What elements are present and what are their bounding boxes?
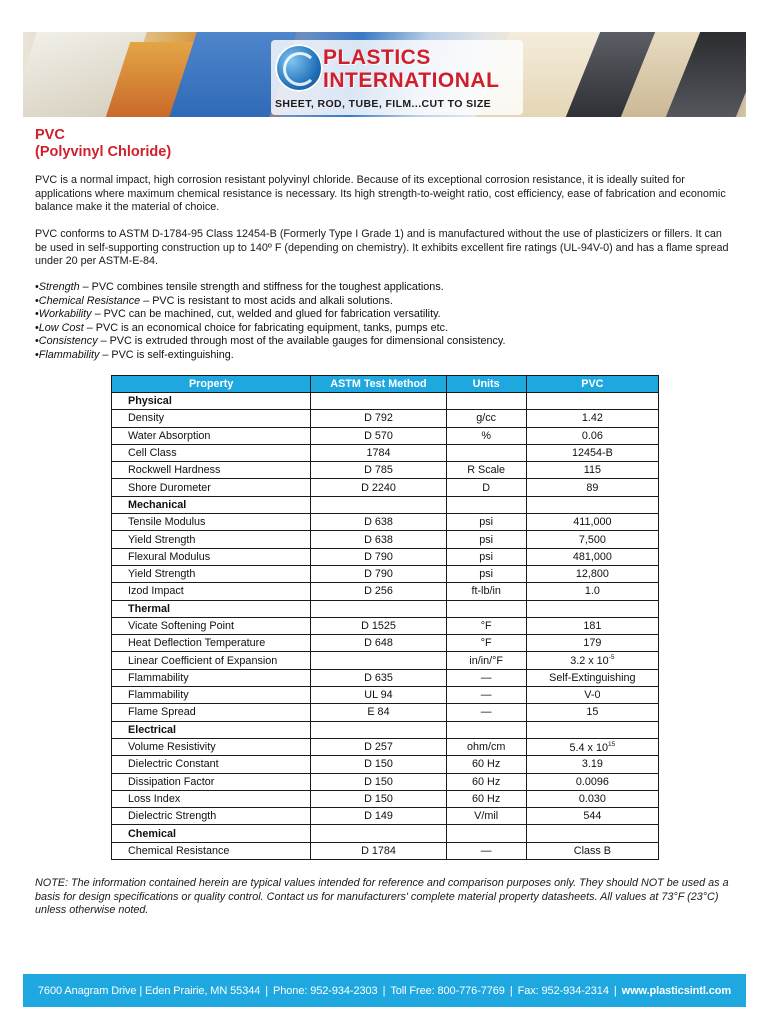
astm-method-cell: D 1525 [311, 617, 446, 634]
value-text: 0.030 [578, 792, 606, 805]
pvc-value-cell [526, 808, 658, 825]
pvc-value-cell [526, 704, 658, 721]
footer-bar [23, 974, 746, 1007]
feature-term: Chemical Resistance [38, 294, 141, 307]
value-text: 15 [586, 706, 599, 719]
property-cell: Tensile Modulus [112, 514, 311, 531]
table-row [112, 652, 659, 669]
units-cell: 60 Hz [446, 790, 526, 807]
units-cell: % [446, 427, 526, 444]
value-text: 89 [586, 481, 599, 494]
feature-term: Low Cost [38, 321, 84, 334]
pvc-value-cell [526, 583, 658, 600]
table-section-row [112, 721, 659, 738]
pvc-value-cell [526, 410, 658, 427]
table-row [112, 583, 659, 600]
empty-cell [311, 825, 446, 842]
astm-method-cell: D 2240 [311, 479, 446, 496]
value-exponent: -5 [608, 654, 615, 662]
value-text: 3.19 [581, 758, 603, 771]
units-cell: 60 Hz [446, 756, 526, 773]
empty-cell [446, 825, 526, 842]
feature-term: Workability [38, 308, 92, 321]
units-cell: — [446, 704, 526, 721]
value-text: 481,000 [572, 550, 612, 563]
brand-name-line2: INTERNATIONAL [323, 69, 500, 92]
table-row [112, 479, 659, 496]
disclaimer-note: NOTE: The information contained herein are typical values intended for reference and comparison purposes only. They should NOT be used as a basis for design specifications or quality control. Contact us for manufacturers' complete material property datasheets. All values at 73°F (23°C) unless otherwise noted. [35, 877, 729, 917]
property-cell: Flammability [112, 669, 311, 686]
standards-paragraph: PVC conforms to ASTM D-1784-95 Class 12454-B (Formerly Type I Grade 1) and is manufactured without the use of plasticizers or fillers. It can be used in self-supporting construction up to 140º F (depending on chemistry). It exhibits excellent fire ratings (UL-94V-0) and has a flame spread under 20 per ASTM-E-84. [35, 228, 729, 268]
value-text: 5.4 x 10 [569, 741, 608, 754]
property-cell: Water Absorption [112, 427, 311, 444]
astm-method-cell: D 570 [311, 427, 446, 444]
header-property: Property [112, 376, 311, 393]
units-cell [446, 444, 526, 461]
value-text: 179 [583, 637, 602, 650]
feature-term: Flammability [38, 348, 100, 361]
property-cell: Yield Strength [112, 531, 311, 548]
page-title [35, 127, 171, 161]
value-text: 181 [583, 620, 602, 632]
table-row [112, 808, 659, 825]
section-heading-cell: Chemical [112, 825, 311, 842]
empty-cell [311, 496, 446, 513]
units-cell: ohm/cm [446, 738, 526, 755]
astm-method-cell: UL 94 [311, 687, 446, 704]
astm-method-cell: E 84 [311, 704, 446, 721]
empty-cell [446, 721, 526, 738]
table-row [112, 669, 659, 686]
units-cell: g/cc [446, 410, 526, 427]
feature-list-item [35, 322, 735, 336]
value-text: 7,500 [578, 533, 606, 546]
table-row [112, 514, 659, 531]
astm-method-cell: D 638 [311, 514, 446, 531]
table-section-row [112, 393, 659, 410]
empty-cell [311, 393, 446, 410]
header-astm-method: ASTM Test Method [311, 376, 446, 393]
table-row [112, 410, 659, 427]
astm-method-cell: D 256 [311, 583, 446, 600]
section-heading-cell: Mechanical [112, 496, 311, 513]
header-units: Units [446, 376, 526, 393]
globe-logo-icon [275, 44, 323, 92]
units-cell: °F [446, 617, 526, 634]
astm-method-cell: 1784 [311, 444, 446, 461]
astm-method-cell: D 790 [311, 548, 446, 565]
empty-cell [526, 496, 658, 513]
units-cell: — [446, 687, 526, 704]
table-row [112, 790, 659, 807]
units-cell: psi [446, 565, 526, 582]
pvc-value-cell [526, 548, 658, 565]
table-row [112, 444, 659, 461]
empty-cell [526, 393, 658, 410]
pvc-value-cell [526, 738, 658, 755]
value-text: 12,800 [575, 568, 609, 581]
section-heading-cell: Electrical [112, 721, 311, 738]
empty-cell [526, 721, 658, 738]
units-cell: — [446, 842, 526, 859]
property-cell: Chemical Resistance [112, 842, 311, 859]
property-cell: Rockwell Hardness [112, 462, 311, 479]
property-cell: Loss Index [112, 790, 311, 807]
property-cell: Heat Deflection Temperature [112, 635, 311, 652]
pvc-value-cell [526, 652, 658, 669]
pvc-value-cell [526, 531, 658, 548]
value-text: 0.0096 [575, 775, 609, 788]
table-row [112, 531, 659, 548]
units-cell: psi [446, 531, 526, 548]
property-cell: Yield Strength [112, 565, 311, 582]
feature-description: – PVC is an economical choice for fabricating equipment, tanks, pumps etc. [83, 321, 449, 334]
property-cell: Izod Impact [112, 583, 311, 600]
value-text: 544 [583, 810, 602, 823]
table-row [112, 687, 659, 704]
table-row [112, 738, 659, 755]
property-cell: Density [112, 410, 311, 427]
table-section-row [112, 600, 659, 617]
table-row [112, 773, 659, 790]
value-exponent: 15 [607, 740, 616, 748]
pvc-value-cell [526, 790, 658, 807]
feature-term: Consistency [38, 335, 98, 348]
header-banner [23, 32, 746, 117]
pvc-value-cell [526, 687, 658, 704]
empty-cell [446, 496, 526, 513]
table-row [112, 462, 659, 479]
brand-name-line1: PLASTICS [323, 46, 431, 69]
units-cell: R Scale [446, 462, 526, 479]
empty-cell [446, 600, 526, 617]
intro-paragraph: PVC is a normal impact, high corrosion resistant polyvinyl chloride. Because of its exceptional corrosion resistance, it is ideally suited for applications where maximum chemical resistance is necessary. Its high strength-to-weight ratio, cost efficiency, ease of fabrication and economic balance make it the material of choice. [35, 174, 726, 214]
property-cell: Flame Spread [112, 704, 311, 721]
table-section-row [112, 496, 659, 513]
footer-address: 7600 Anagram Drive | Eden Prairie, MN 55344 [37, 984, 261, 997]
value-text: Self-Extinguishing [549, 671, 636, 684]
units-cell: ft-lb/in [446, 583, 526, 600]
feature-list-item [35, 335, 735, 349]
footer-tollfree: Toll Free: 800-776-7769 [390, 984, 505, 997]
empty-cell [526, 825, 658, 842]
pvc-value-cell [526, 565, 658, 582]
pvc-value-cell [526, 514, 658, 531]
astm-method-cell: D 257 [311, 738, 446, 755]
pvc-value-cell [526, 635, 658, 652]
astm-method-cell: D 150 [311, 756, 446, 773]
astm-method-cell: D 638 [311, 531, 446, 548]
property-cell: Vicate Softening Point [112, 617, 311, 634]
feature-list-item [35, 281, 735, 295]
astm-method-cell: D 150 [311, 773, 446, 790]
header-pvc: PVC [526, 376, 658, 393]
property-cell: Flammability [112, 687, 311, 704]
value-text: 12454-B [571, 447, 613, 460]
pvc-value-cell [526, 617, 658, 634]
units-cell: — [446, 669, 526, 686]
units-cell: V/mil [446, 808, 526, 825]
empty-cell [446, 393, 526, 410]
title-line1: PVC [35, 127, 65, 143]
value-text: 0.06 [581, 429, 603, 442]
footer-separator: | [265, 984, 269, 997]
property-cell: Shore Durometer [112, 479, 311, 496]
value-text: 1.42 [581, 412, 603, 425]
empty-cell [311, 721, 446, 738]
value-text: 3.2 x 10 [570, 655, 609, 668]
table-row [112, 756, 659, 773]
astm-method-cell [311, 652, 446, 669]
pvc-value-cell [526, 756, 658, 773]
feature-description: – PVC is resistant to most acids and alkali solutions. [140, 294, 393, 307]
pvc-value-cell [526, 444, 658, 461]
table-header-row [112, 376, 659, 393]
units-cell: 60 Hz [446, 773, 526, 790]
footer-fax: Fax: 952-934-2314 [517, 984, 609, 997]
empty-cell [311, 600, 446, 617]
properties-table [111, 375, 659, 860]
table-section-row [112, 825, 659, 842]
footer-website-link[interactable]: www.plasticsintl.com [621, 984, 732, 997]
units-cell: psi [446, 514, 526, 531]
property-cell: Linear Coefficient of Expansion [112, 652, 311, 669]
footer-separator: | [382, 984, 386, 997]
property-cell: Dissipation Factor [112, 773, 311, 790]
property-cell: Dielectric Constant [112, 756, 311, 773]
units-cell: in/in/°F [446, 652, 526, 669]
section-heading-cell: Physical [112, 393, 311, 410]
feature-description: – PVC can be machined, cut, welded and glued for fabrication versatility. [91, 308, 441, 321]
feature-list [35, 281, 735, 363]
table-row [112, 617, 659, 634]
table-row [112, 635, 659, 652]
astm-method-cell: D 792 [311, 410, 446, 427]
section-heading-cell: Thermal [112, 600, 311, 617]
property-cell: Cell Class [112, 444, 311, 461]
astm-method-cell: D 1784 [311, 842, 446, 859]
table-row [112, 565, 659, 582]
brand-tagline: SHEET, ROD, TUBE, FILM...CUT TO SIZE [275, 98, 492, 110]
astm-method-cell: D 149 [311, 808, 446, 825]
empty-cell [526, 600, 658, 617]
pvc-value-cell [526, 462, 658, 479]
units-cell: D [446, 479, 526, 496]
astm-method-cell: D 790 [311, 565, 446, 582]
pvc-value-cell [526, 842, 658, 859]
units-cell: psi [446, 548, 526, 565]
feature-description: – PVC is extruded through most of the available gauges for dimensional consistency. [97, 335, 506, 348]
value-text: 411,000 [573, 516, 612, 529]
table-row [112, 842, 659, 859]
astm-method-cell: D 648 [311, 635, 446, 652]
pvc-value-cell [526, 479, 658, 496]
footer-separator: | [509, 984, 513, 997]
property-cell: Flexural Modulus [112, 548, 311, 565]
feature-term: Strength [38, 281, 80, 293]
feature-list-item [35, 349, 735, 363]
astm-method-cell: D 785 [311, 462, 446, 479]
value-text: Class B [573, 844, 611, 857]
units-cell: °F [446, 635, 526, 652]
feature-description: – PVC combines tensile strength and stiffness for the toughest applications. [79, 281, 444, 293]
feature-list-item [35, 308, 735, 322]
pvc-value-cell [526, 427, 658, 444]
value-text: V-0 [584, 689, 601, 702]
footer-phone: Phone: 952-934-2303 [273, 984, 378, 997]
feature-list-item [35, 295, 735, 309]
feature-description: – PVC is self-extinguishing. [99, 348, 234, 361]
value-text: 115 [583, 464, 601, 477]
pvc-value-cell [526, 669, 658, 686]
astm-method-cell: D 635 [311, 669, 446, 686]
table-row [112, 427, 659, 444]
table-row [112, 548, 659, 565]
pvc-value-cell [526, 773, 658, 790]
astm-method-cell: D 150 [311, 790, 446, 807]
property-cell: Volume Resistivity [112, 738, 311, 755]
footer-separator: | [613, 984, 617, 997]
value-text: 1.0 [584, 585, 600, 598]
property-cell: Dielectric Strength [112, 808, 311, 825]
table-row [112, 704, 659, 721]
title-line2: (Polyvinyl Chloride) [35, 144, 172, 160]
